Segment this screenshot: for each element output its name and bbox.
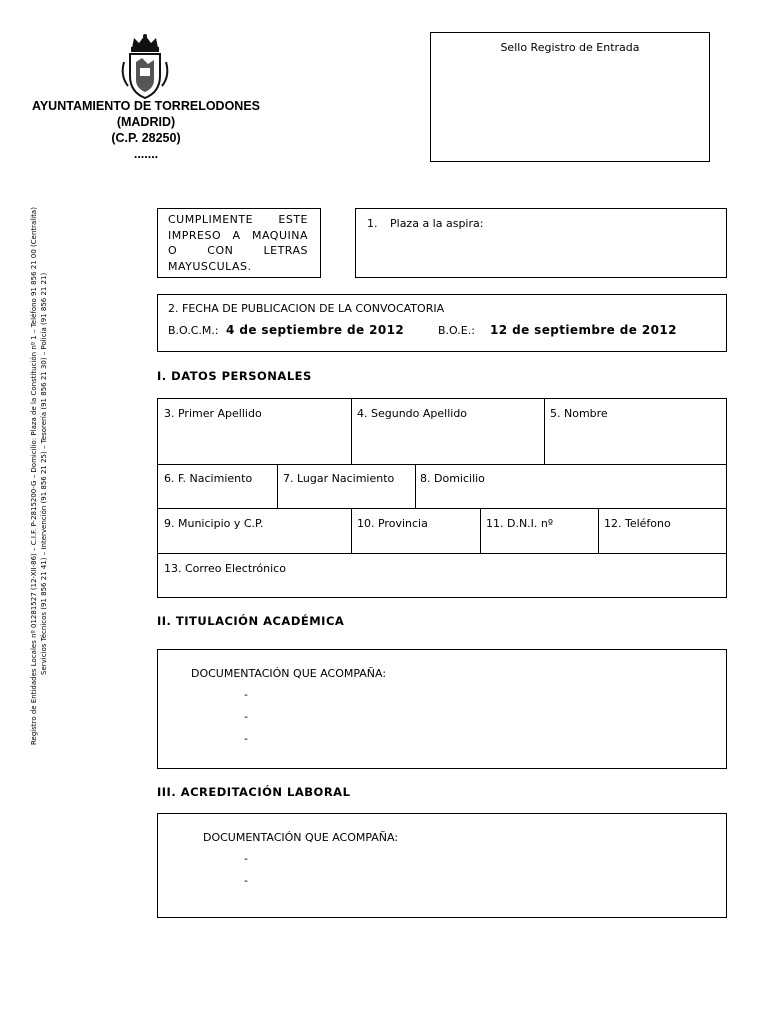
plaza-number: 1. <box>367 217 378 230</box>
segundo-apellido-label: 4. Segundo Apellido <box>357 407 468 420</box>
academic-doc-item: - <box>244 688 248 701</box>
correo-label: 13. Correo Electrónico <box>164 562 286 575</box>
academic-doc-item: - <box>244 732 248 745</box>
work-doc-item: - <box>244 874 248 887</box>
provincia-field[interactable] <box>352 509 480 553</box>
nombre-field[interactable] <box>545 399 727 464</box>
provincia-label: 10. Provincia <box>357 517 428 530</box>
academic-documents-box[interactable] <box>157 649 727 769</box>
academic-doc-item: - <box>244 710 248 723</box>
lugar-nacimiento-field[interactable] <box>278 465 415 508</box>
telefono-label: 12. Teléfono <box>604 517 671 530</box>
instructions-line: CUMPLIMENTE ESTE <box>168 213 308 226</box>
bocm-label: B.O.C.M.: <box>168 324 219 337</box>
section-personal-data-title: I. DATOS PERSONALES <box>157 369 312 383</box>
primer-apellido-label: 3. Primer Apellido <box>164 407 262 420</box>
boe-label: B.O.E.: <box>438 324 475 337</box>
dni-field[interactable] <box>481 509 598 553</box>
issuer-dots: ....... <box>133 147 159 161</box>
fecha-nacimiento-field[interactable] <box>158 465 277 508</box>
domicilio-label: 8. Domicilio <box>420 472 485 485</box>
bocm-date: 4 de septiembre de 2012 <box>226 323 405 337</box>
stamp-box <box>430 32 710 162</box>
lugar-nacimiento-label: 7. Lugar Nacimiento <box>283 472 395 485</box>
boe-date: 12 de septiembre de 2012 <box>490 323 677 337</box>
work-documents-box[interactable] <box>157 813 727 918</box>
work-doc-label: DOCUMENTACIÓN QUE ACOMPAÑA: <box>203 831 399 844</box>
correo-field[interactable] <box>158 554 727 598</box>
section-work-title: III. ACREDITACIÓN LABORAL <box>157 785 351 799</box>
stamp-label: Sello Registro de Entrada <box>500 41 640 54</box>
section-academic-title: II. TITULACIÓN ACADÉMICA <box>157 614 345 628</box>
issuer-header <box>30 98 262 162</box>
academic-doc-label: DOCUMENTACIÓN QUE ACOMPAÑA: <box>191 667 387 680</box>
domicilio-field[interactable] <box>416 465 727 508</box>
issuer-province: (MADRID) <box>116 115 176 129</box>
side-contact-text: Servicios Técnicos (91 856 21 41) – Intervención (91 856 21 25) – Tesorería (91 856 21 30) – Policía (91 856 21 21) <box>40 272 48 675</box>
convocatoria-box <box>157 294 727 352</box>
telefono-field[interactable] <box>599 509 727 553</box>
work-doc-item: - <box>244 852 248 865</box>
plaza-box[interactable] <box>355 208 727 278</box>
instructions-text <box>168 212 308 274</box>
convocatoria-title: 2. FECHA DE PUBLICACION DE LA CONVOCATORIA <box>168 302 445 315</box>
municipio-label: 9. Municipio y C.P. <box>164 517 264 530</box>
instructions-line: MAYUSCULAS. <box>168 259 252 273</box>
issuer-name: AYUNTAMIENTO DE TORRELODONES <box>31 99 261 113</box>
dni-label: 11. D.N.I. nº <box>486 517 554 530</box>
nombre-label: 5. Nombre <box>550 407 608 420</box>
fecha-nacimiento-label: 6. F. Nacimiento <box>164 472 253 485</box>
personal-data-table <box>157 398 727 598</box>
side-registry-text: Registro de Entidades Locales nº 01281527 (12-XII-86) – C.I.F. P-2815200-G – Domicilio: Plaza de la Constitución nº 1 – Teléfono 91 856 21 00 (Centralita) <box>30 207 38 745</box>
coat-of-arms-icon <box>118 32 172 102</box>
instructions-line: IMPRESO A MAQUINA <box>168 228 308 242</box>
plaza-label: Plaza a la aspira: <box>390 217 484 230</box>
primer-apellido-field[interactable] <box>158 399 351 464</box>
instructions-line: O CON LETRAS <box>168 244 308 257</box>
segundo-apellido-field[interactable] <box>352 399 544 464</box>
municipio-field[interactable] <box>158 509 351 553</box>
issuer-postal-code: (C.P. 28250) <box>111 131 181 145</box>
